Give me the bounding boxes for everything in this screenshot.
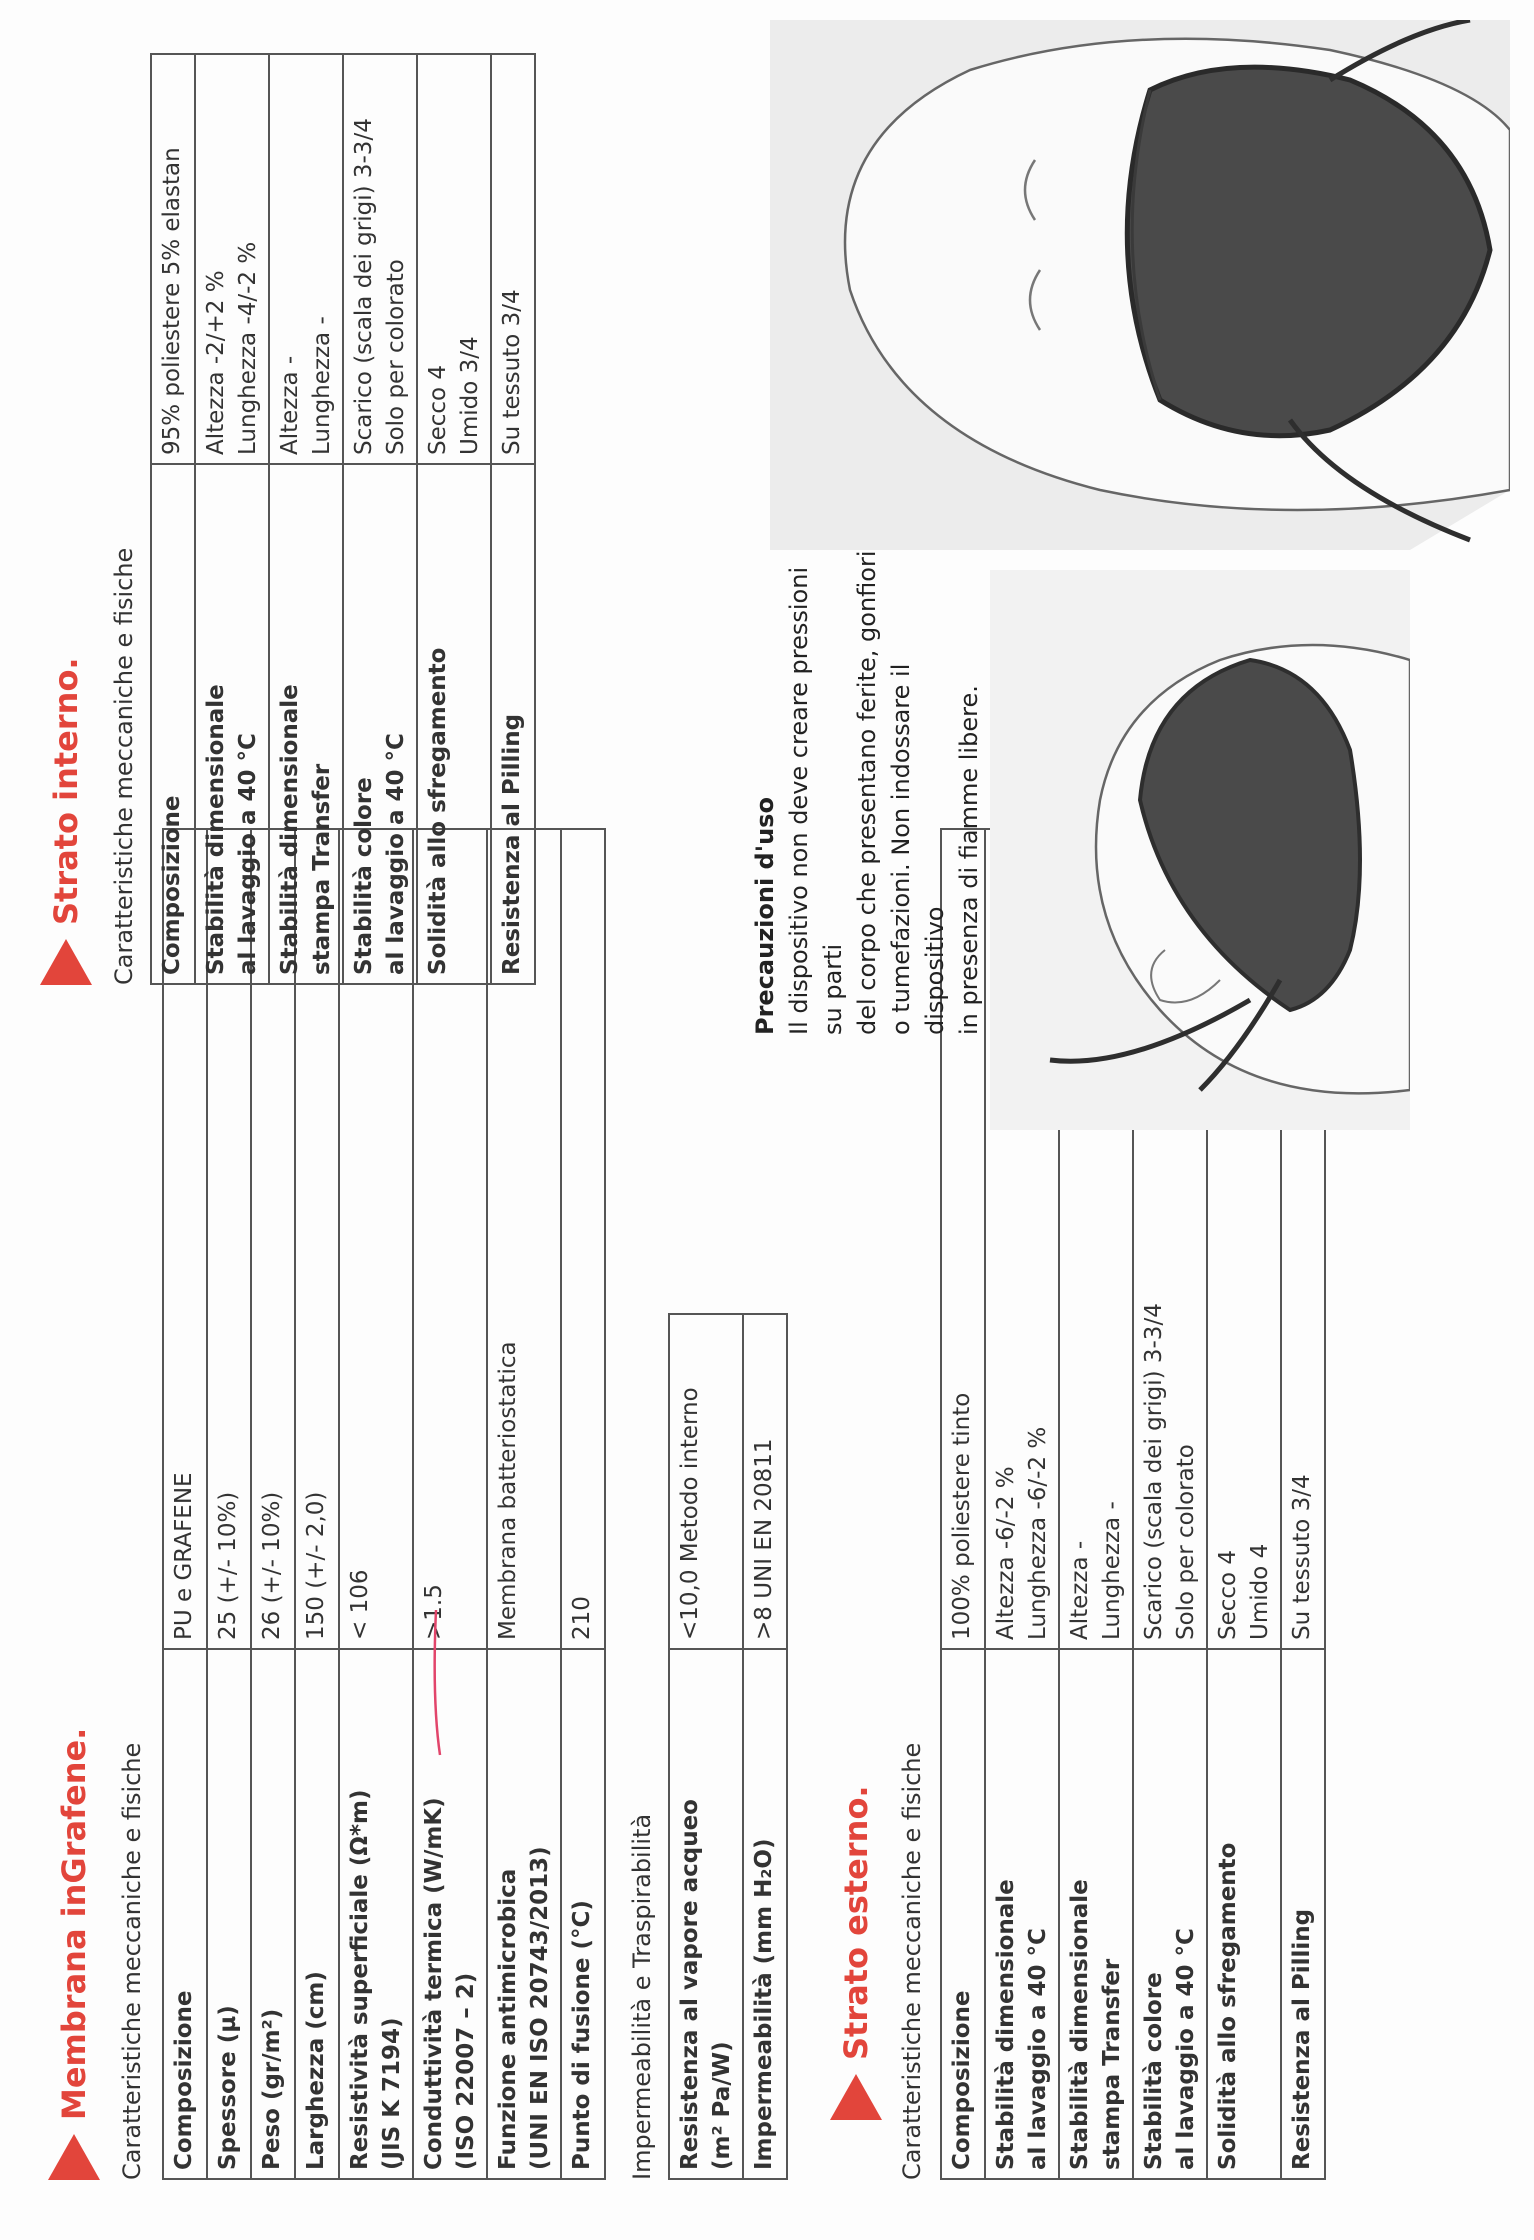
- triangle-bullet-icon: [830, 2074, 882, 2120]
- row-key: [339, 1649, 413, 2179]
- row-key-line2: (ISO 22007 – 2): [453, 1972, 479, 2170]
- precautions-block: [748, 535, 986, 1035]
- row-key: [487, 1649, 561, 2179]
- table-row: [413, 829, 487, 2179]
- precautions-title: Precauzioni d'uso: [751, 797, 779, 1035]
- precautions-line: Il dispositivo non deve creare pressioni su parti: [785, 566, 847, 1035]
- membrana-table: [162, 828, 606, 2180]
- table-row: [269, 54, 343, 984]
- row-key-line1: Stabilità dimensionale: [277, 684, 303, 975]
- precautions-line: in presenza di fiamme libere.: [955, 685, 983, 1035]
- row-key-line1: Stabilità dimensionale: [1067, 1879, 1093, 2170]
- row-value: <10,0 Metodo interno: [669, 1314, 743, 1649]
- row-value: [417, 54, 491, 464]
- row-value: < 106: [339, 829, 413, 1649]
- row-value-line2: Umido 3/4: [457, 336, 483, 455]
- esterno-title-text: Strato esterno.: [837, 1785, 875, 2060]
- row-key: [1059, 1649, 1133, 2179]
- row-key: [669, 1649, 743, 2179]
- row-key-line2: (m² Pa/W): [709, 2041, 735, 2170]
- row-value-line2: Lunghezza -6/-2 %: [1025, 1426, 1051, 1640]
- row-value: 150 (+/- 2,0): [295, 829, 339, 1649]
- row-key-line1: Resistenza al vapore acqueo: [677, 1799, 703, 2170]
- row-value: Membrana batteriostatica: [487, 829, 561, 1649]
- traspirabilita-table: [668, 1313, 788, 2180]
- row-value: 95% poliestere 5% elastan: [151, 54, 195, 464]
- row-value-line2: Umido 4: [1247, 1543, 1273, 1640]
- row-key: Impermeabilità (mm H₂O): [743, 1649, 787, 2179]
- row-key: [269, 464, 343, 984]
- row-value: >1.5: [413, 829, 487, 1649]
- mask-front-view-photo: [770, 20, 1510, 550]
- interno-title-text: Strato interno.: [47, 657, 85, 925]
- precautions-line: del corpo che presentano ferite, gonfiori: [853, 550, 881, 1035]
- row-key: Solidità allo sfregamento: [1207, 1649, 1281, 2179]
- row-key-line2: al lavaggio a 40 °C: [1173, 1928, 1199, 2170]
- row-key: Solidità allo sfregamento: [417, 464, 491, 984]
- table-row: [339, 829, 413, 2179]
- row-key: [985, 1649, 1059, 2179]
- interno-title: [40, 657, 92, 985]
- row-key-line1: Stabilità colore: [351, 777, 377, 975]
- row-key: Punto di fusione (°C): [561, 1649, 605, 2179]
- row-value: >8 UNI EN 20811: [743, 1314, 787, 1649]
- table-row: [487, 829, 561, 2179]
- row-value: 25 (+/- 10%): [207, 829, 251, 1649]
- row-value-line2: Solo per colorato: [383, 259, 409, 455]
- row-key-line1: Resistività superficiale (Ω*m): [347, 1789, 373, 2170]
- interno-subtitle: Caratteristiche meccaniche e fisiche: [110, 547, 138, 985]
- interno-table: [150, 53, 536, 985]
- row-key: Composizione: [163, 1649, 207, 2179]
- row-value-line2: Lunghezza -: [1099, 1501, 1125, 1640]
- row-key-line2: al lavaggio a 40 °C: [383, 733, 409, 975]
- precautions-line: o tumefazioni. Non indossare il dispositivo: [887, 663, 949, 1035]
- row-key: Resistenza al Pilling: [1281, 1649, 1325, 2179]
- row-key-line2: al lavaggio a 40 °C: [235, 733, 261, 975]
- table-row: [491, 54, 535, 984]
- triangle-bullet-icon: [48, 2134, 100, 2180]
- row-key: Spessore (µ): [207, 1649, 251, 2179]
- row-value: 26 (+/- 10%): [251, 829, 295, 1649]
- row-key: Composizione: [941, 1649, 985, 2179]
- table-row: [669, 1314, 743, 2179]
- membrana-title-highlight: Grafene.: [55, 1727, 93, 1884]
- traspirabilita-subtitle: Impermeabilità e Traspirabilità: [628, 1813, 656, 2180]
- row-key: [1133, 1649, 1207, 2179]
- table-row: [343, 54, 417, 984]
- membrana-title: [48, 1728, 100, 2180]
- row-key-line2: al lavaggio a 40 °C: [1025, 1928, 1051, 2170]
- row-key-line2: (JIS K 7194): [379, 2017, 405, 2170]
- row-value-line1: Scarico (scala dei grigi) 3-3/4: [1141, 1303, 1167, 1640]
- row-key-line1: Stabilità dimensionale: [203, 684, 229, 975]
- row-value: PU e GRAFENE: [163, 829, 207, 1649]
- row-value: 100% poliestere tinto: [941, 829, 985, 1649]
- row-value: Su tessuto 3/4: [1281, 829, 1325, 1649]
- table-row: [151, 54, 195, 984]
- row-key: Peso (gr/m²): [251, 1649, 295, 2179]
- row-value-line2: Solo per colorato: [1173, 1444, 1199, 1640]
- row-key-line2: stampa Transfer: [309, 763, 335, 975]
- mask-side-view-photo: [990, 570, 1410, 1130]
- row-key: [343, 464, 417, 984]
- row-key-line1: Conduttività termica (W/mK): [421, 1797, 447, 2170]
- row-key-line2: (UNI EN ISO 20743/2013): [527, 1846, 553, 2170]
- table-row: [743, 1314, 787, 2179]
- membrana-title-prefix: Membrana in: [55, 1883, 93, 2120]
- row-value-line1: Secco 4: [1215, 1549, 1241, 1640]
- row-key: Resistenza al Pilling: [491, 464, 535, 984]
- row-key: [195, 464, 269, 984]
- row-value-line1: Altezza -: [1067, 1540, 1093, 1640]
- row-key-line1: Funzione antimicrobica: [495, 1868, 521, 2170]
- table-row: [251, 829, 295, 2179]
- row-value-line1: Altezza -2/+2 %: [203, 270, 229, 455]
- row-value: 210: [561, 829, 605, 1649]
- table-row: [207, 829, 251, 2179]
- row-value: [269, 54, 343, 464]
- row-value-line2: Lunghezza -4/-2 %: [235, 241, 261, 455]
- row-key: Composizione: [151, 464, 195, 984]
- row-value: [195, 54, 269, 464]
- table-row: [417, 54, 491, 984]
- row-value-line1: Secco 4: [425, 364, 451, 455]
- table-row: [561, 829, 605, 2179]
- pink-underline-mark: [410, 1600, 460, 1760]
- table-row: [163, 829, 207, 2179]
- row-key-line1: Stabilità colore: [1141, 1972, 1167, 2170]
- row-value-line2: Lunghezza -: [309, 316, 335, 455]
- triangle-bullet-icon: [40, 939, 92, 985]
- row-key-line2: stampa Transfer: [1099, 1958, 1125, 2170]
- row-value-line1: Altezza -: [277, 355, 303, 455]
- row-value-line1: Altezza -6/-2 %: [993, 1466, 1019, 1640]
- membrana-subtitle: Caratteristiche meccaniche e fisiche: [118, 1742, 146, 2180]
- row-value: [343, 54, 417, 464]
- row-value-line1: Scarico (scala dei grigi) 3-3/4: [351, 118, 377, 455]
- table-row: [295, 829, 339, 2179]
- table-row: [195, 54, 269, 984]
- row-value: Su tessuto 3/4: [491, 54, 535, 464]
- esterno-title: [830, 1785, 882, 2120]
- row-key: Larghezza (cm): [295, 1649, 339, 2179]
- row-key-line1: Stabilità dimensionale: [993, 1879, 1019, 2170]
- esterno-subtitle: Caratteristiche meccaniche e fisiche: [898, 1742, 926, 2180]
